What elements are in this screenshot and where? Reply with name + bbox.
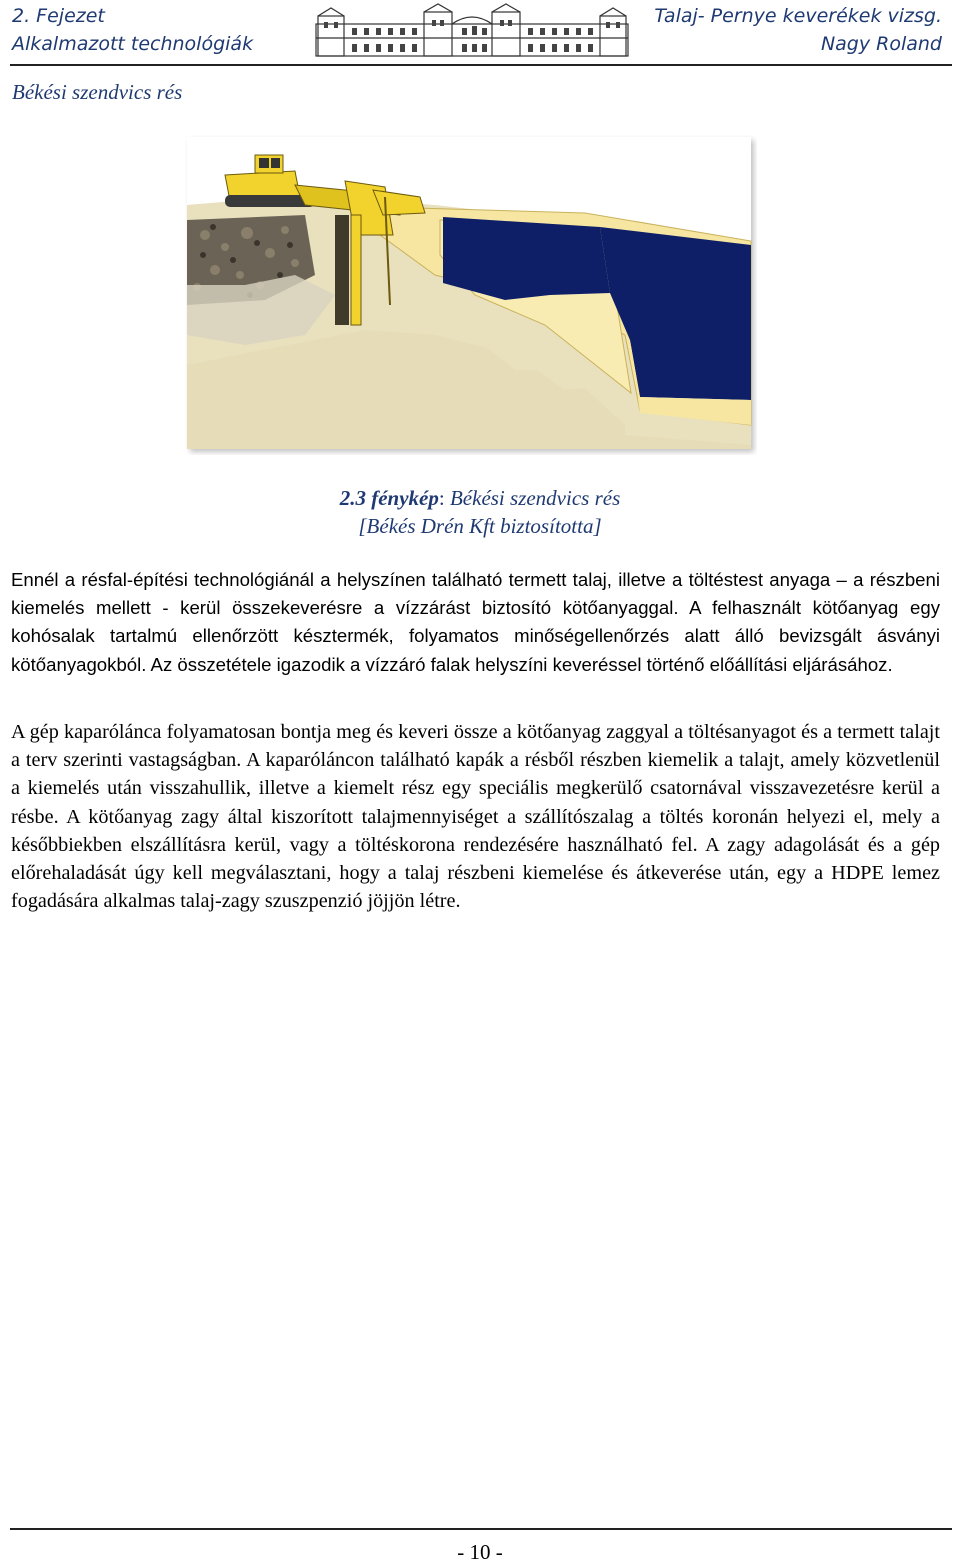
caption-separator: : bbox=[438, 486, 450, 510]
caption-title: Békési szendvics rés bbox=[449, 486, 621, 510]
caption-line bbox=[0, 484, 960, 512]
chapter-title: Alkalmazott technológiák bbox=[12, 33, 254, 55]
document-title: Talaj- Pernye keverékek vizsg. bbox=[654, 5, 942, 27]
section-title: Békési szendvics rés bbox=[12, 80, 183, 104]
paragraph-2: A gép kaparólánca folyamatosan bontja meg és keveri össze a kötőanyag zaggyal a töltésanyagot és a termett talajt a terv szerinti vastagságban. A kaparóláncon található kapák a résből részben kiemelik a talajt, amely közvetlenül a kiemelés után visszahullik, illetve a kiemelt rész egy speciális megkerülő csatornával visszavezetésre kerül a résbe. A kötőanyag zagy által kiszorított talajmennyiséget a szállítószalag a töltés koronán helyezi el, mely a későbbiekben elszállításra kerül, vagy a töltéskorona rendezésére használható fel. A zagy adagolását és a gép előrehaladását úgy kell megválasztani, hogy a talaj részbeni kiemelése és átkeverése után, egy a HDPE lemez fogadására alkalmas talaj-zagy szuszpenzió jöjjön létre. bbox=[11, 721, 940, 913]
author-name: Nagy Roland bbox=[820, 33, 942, 55]
page-number: - 10 - bbox=[457, 1540, 503, 1564]
footer-divider bbox=[10, 1528, 952, 1530]
caption-number: 2.3 fénykép bbox=[339, 486, 439, 510]
header-divider bbox=[10, 64, 952, 66]
university-building-icon bbox=[312, 2, 632, 60]
chapter-label: 2. Fejezet bbox=[12, 5, 105, 27]
paragraph-1: Ennél a résfal-építési technológiánál a helyszínen található termett talaj, illetve a töltéstest anyaga – a részbeni kiemelés mellett - kerül összekeverésre a vízzárást biztosító kötőanyaggal. A felhasznált kötőanyag egy kohósalak tartalmú ellenőrzött késztermék, folyamatos minőségellenőrzés alatt álló bevizsgált ásványi kötőanyagokból. Az összetétele igazodik a vízzáró falak helyszíni keveréssel történő előállítási eljárásához. bbox=[11, 569, 940, 675]
caption-credit: [Békés Drén Kft biztosította] bbox=[358, 514, 602, 538]
figure-caption bbox=[0, 484, 960, 540]
header-right bbox=[654, 2, 942, 58]
trench-machine-illustration bbox=[185, 135, 757, 455]
header-left bbox=[12, 2, 253, 58]
